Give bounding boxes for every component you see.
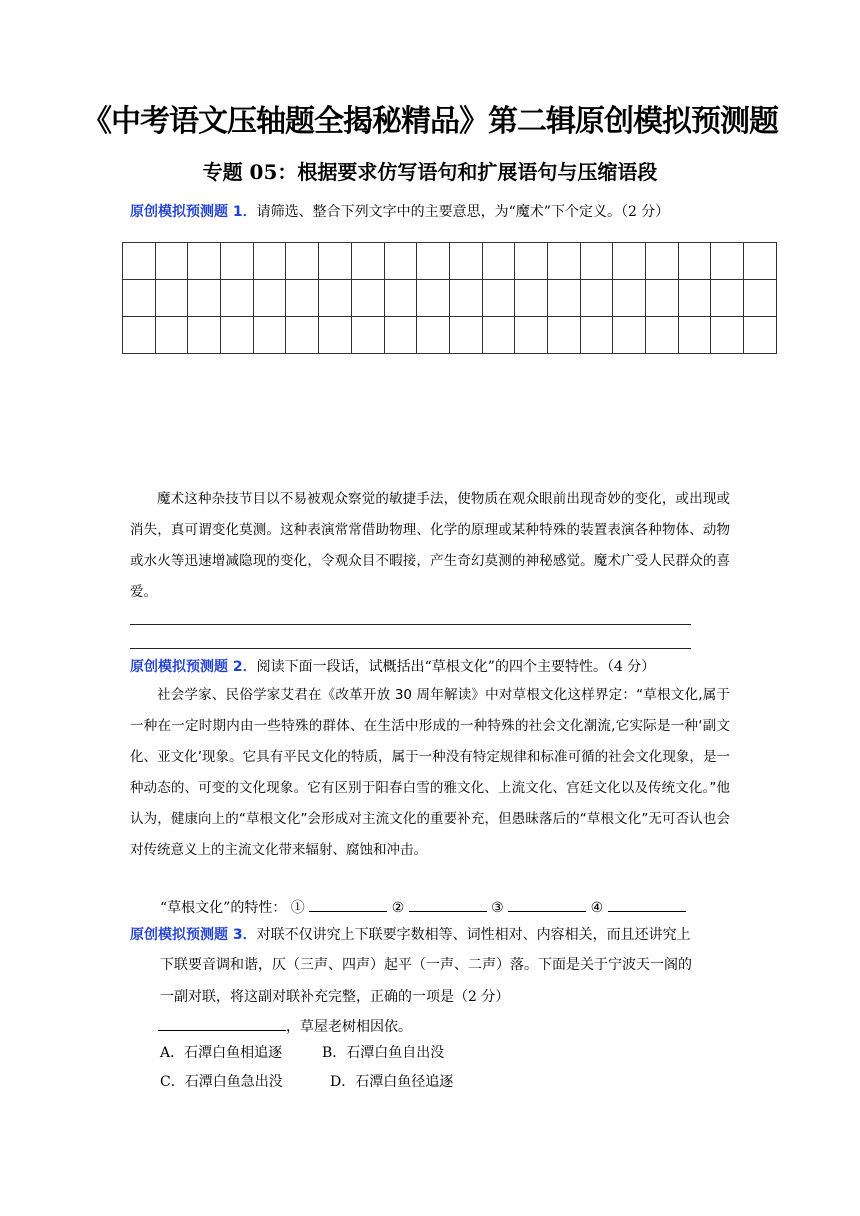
grid-cell[interactable] <box>515 243 548 280</box>
grid-cell[interactable] <box>123 243 156 280</box>
grid-cell[interactable] <box>384 243 417 280</box>
answer-blank-2[interactable] <box>409 895 487 912</box>
grid-cell[interactable] <box>384 280 417 317</box>
option-c[interactable]: C．石潭白鱼急出没 <box>160 1074 283 1090</box>
grid-cell[interactable] <box>678 317 711 354</box>
question-3-prompt-line-1: 对联不仅讲究上下联要字数相等、词性相对、内容相关，而且还讲究上 <box>256 927 691 943</box>
magic-passage: 魔术这种杂技节目以不易被观众察觉的敏捷手法，使物质在观众眼前出现奇妙的变化，或出现或消失，真可谓变化莫测。这种表演常常借助物理、化学的原理或某种特殊的装置表演各种物体、动物或水火等迅速增减隐现的变化，令观众目不暇接，产生奇幻莫测的神秘感觉。魔术广受人民群众的喜爱。 <box>130 491 730 600</box>
grid-cell[interactable] <box>286 280 319 317</box>
answer-blank-1[interactable] <box>309 895 387 912</box>
question-1-label: 原创模拟预测题 1． <box>130 204 257 220</box>
grid-cell[interactable] <box>417 243 450 280</box>
page-title: 《中考语文压轴题全揭秘精品》第二辑原创模拟预测题 <box>82 104 778 139</box>
marker-2: ② <box>391 900 405 916</box>
grid-cell[interactable] <box>155 243 188 280</box>
grid-cell[interactable] <box>123 280 156 317</box>
page-subtitle: 专题 05：根据要求仿写语句和扩展语句与压缩语段 <box>202 160 658 184</box>
question-2-prompt: 阅读下面一段话，试概括出“草根文化”的四个主要特性。（4 分） <box>256 659 656 675</box>
grid-cell[interactable] <box>744 317 777 354</box>
grid-row <box>123 280 777 317</box>
grid-cell[interactable] <box>482 280 515 317</box>
couplet-line <box>158 1014 412 1038</box>
couplet-second-half: ，草屋老树相因依。 <box>286 1019 412 1035</box>
grid-cell[interactable] <box>580 317 613 354</box>
grassroots-passage: 社会学家、民俗学家艾君在《改革开放 30 周年解读》中对草根文化这样界定：“草根文化,属于一种在一定时期内由一些特殊的群体、在生活中形成的一种特殊的社会文化潮流,它实际是一种‘副文化、亚文化’现象。它具有平民文化的特质，属于一种没有特定规律和标准可循的社会文化现象，是一种动态的、可变的文化现象。它有区别于阳春白雪的雅文化、上流文化、宫廷文化以及传统文化。”他认为，健康向上的“草根文化”会形成对主流文化的重要补充，但愚昧落后的“草根文化”无可否认也会对传统意义上的主流文化带来辐射、腐蚀和冲击。 <box>130 687 730 858</box>
grid-cell[interactable] <box>646 317 679 354</box>
grid-cell[interactable] <box>482 243 515 280</box>
question-3-prompt-line-3: 一副对联，将这副对联补充完整，正确的一项是（2 分） <box>160 989 510 1005</box>
grid-cell[interactable] <box>188 317 221 354</box>
grid-cell[interactable] <box>711 317 744 354</box>
option-a[interactable]: A．石潭白鱼相追逐 <box>160 1045 283 1061</box>
grid-cell[interactable] <box>351 280 384 317</box>
grid-cell[interactable] <box>580 280 613 317</box>
grid-cell[interactable] <box>449 317 482 354</box>
grid-cell[interactable] <box>449 280 482 317</box>
grid-cell[interactable] <box>515 317 548 354</box>
question-1-prompt: 请筛选、整合下列文字中的主要意思，为“魔术”下个定义。（2 分） <box>256 204 670 220</box>
grid-cell[interactable] <box>351 243 384 280</box>
grid-cell[interactable] <box>253 280 286 317</box>
question-1-heading <box>130 201 669 223</box>
grid-cell[interactable] <box>417 280 450 317</box>
question-1-passage <box>130 484 730 608</box>
grid-cell[interactable] <box>744 243 777 280</box>
question-3-prompt-line-2: 下联要音调和谐，仄（三声、四声）起平（一声、二声）落。下面是关于宁波天一阁的 <box>160 957 692 973</box>
grid-cell[interactable] <box>613 280 646 317</box>
grid-cell[interactable] <box>482 317 515 354</box>
grid-cell[interactable] <box>319 280 352 317</box>
grid-cell[interactable] <box>711 243 744 280</box>
grid-cell[interactable] <box>155 317 188 354</box>
option-d[interactable]: D．石潭白鱼径追逐 <box>330 1074 454 1090</box>
grid-cell[interactable] <box>221 243 254 280</box>
marker-1: ① <box>290 900 305 916</box>
answer-line-2[interactable] <box>130 648 691 649</box>
grid-cell[interactable] <box>613 317 646 354</box>
grid-cell[interactable] <box>351 317 384 354</box>
grid-row <box>123 317 777 354</box>
grid-cell[interactable] <box>155 280 188 317</box>
answer-grid <box>122 242 777 354</box>
grid-cell[interactable] <box>286 243 319 280</box>
grid-cell[interactable] <box>188 243 221 280</box>
grid-cell[interactable] <box>547 280 580 317</box>
question-2-heading <box>130 656 655 678</box>
marker-4: ④ <box>590 900 604 916</box>
grid-cell[interactable] <box>613 243 646 280</box>
option-b[interactable]: B．石潭白鱼自出没 <box>322 1045 445 1061</box>
answer-prefix: “草根文化”的特性： <box>160 900 287 916</box>
marker-3: ③ <box>491 900 504 916</box>
grid-cell[interactable] <box>646 243 679 280</box>
grid-cell[interactable] <box>123 317 156 354</box>
grid-cell[interactable] <box>744 280 777 317</box>
grid-cell[interactable] <box>580 243 613 280</box>
grid-cell[interactable] <box>253 317 286 354</box>
question-2-passage <box>130 680 730 866</box>
grid-cell[interactable] <box>646 280 679 317</box>
grid-cell[interactable] <box>711 280 744 317</box>
grid-cell[interactable] <box>515 280 548 317</box>
question-3-heading <box>130 924 691 946</box>
grid-cell[interactable] <box>678 243 711 280</box>
grid-cell[interactable] <box>417 317 450 354</box>
question-2-label: 原创模拟预测题 2． <box>130 659 257 675</box>
grid-cell[interactable] <box>286 317 319 354</box>
grid-cell[interactable] <box>547 243 580 280</box>
grid-cell[interactable] <box>188 280 221 317</box>
grid-cell[interactable] <box>221 317 254 354</box>
grid-cell[interactable] <box>384 317 417 354</box>
grid-cell[interactable] <box>449 243 482 280</box>
grid-cell[interactable] <box>678 280 711 317</box>
grid-row <box>123 243 777 280</box>
question-2-answer-line <box>160 895 686 919</box>
grid-cell[interactable] <box>547 317 580 354</box>
grid-cell[interactable] <box>319 243 352 280</box>
grid-cell[interactable] <box>319 317 352 354</box>
answer-line-1[interactable] <box>130 624 691 625</box>
answer-blank-4[interactable] <box>608 895 686 912</box>
question-3-label: 原创模拟预测题 3． <box>130 927 257 943</box>
grid-cell[interactable] <box>253 243 286 280</box>
grid-cell[interactable] <box>221 280 254 317</box>
couplet-blank[interactable] <box>158 1014 286 1031</box>
answer-blank-3[interactable] <box>508 895 586 912</box>
